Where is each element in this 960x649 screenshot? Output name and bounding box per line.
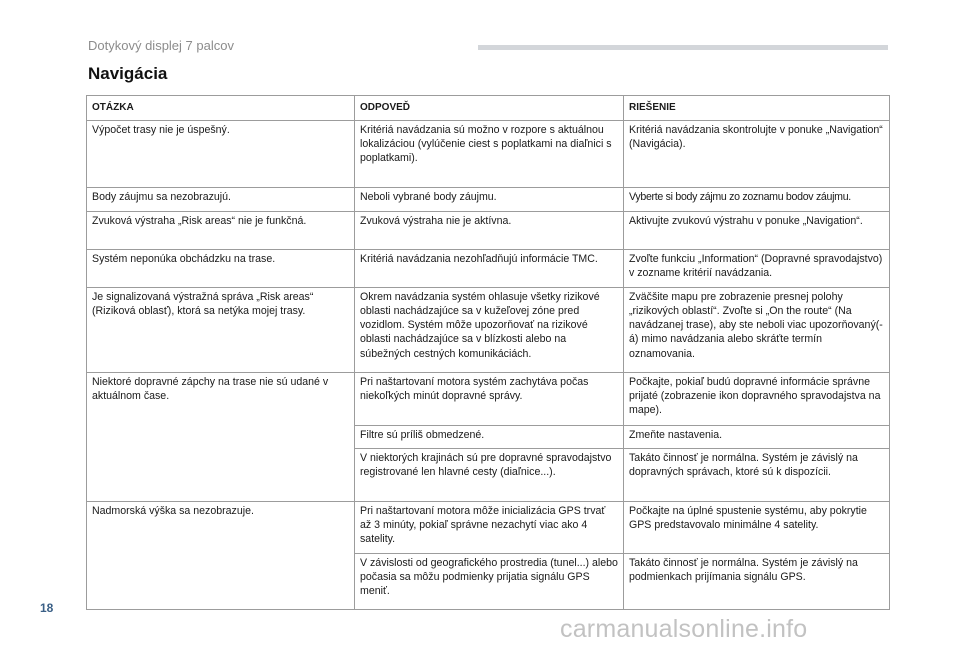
column-header-question: OTÁZKA [87, 96, 355, 121]
page-number: 18 [40, 601, 54, 615]
running-header: Dotykový displej 7 palcov [88, 38, 234, 53]
question-cell: Zvuková výstraha „Risk areas“ nie je funkčná. [87, 211, 355, 249]
answer-cell: Pri naštartovaní motora systém zachytáva počas niekoľkých minút dopravné správy. [355, 372, 624, 425]
question-cell: Je signalizovaná výstražná správa „Risk areas“ (Riziková oblasť), ktorá sa netýka mojej trasy. [87, 287, 355, 372]
solution-cell: Zmeňte nastavenia. [624, 425, 890, 448]
solution-cell: Zvoľte funkciu „Information“ (Dopravné spravodajstvo) v zozname kritérií navádzania. [624, 249, 890, 287]
solution-cell: Zväčšite mapu pre zobrazenie presnej polohy „rizikových oblastí“. Zvoľte si „On the route“ (Na navádzanej trase), aby ste neboli viac upozorňovaný(-á) mimo navádzania alebo skráťte termín oznamovania. [624, 287, 890, 372]
solution-cell: Počkajte na úplné spustenie systému, aby pokrytie GPS predstavovalo minimálne 4 satelity. [624, 501, 890, 553]
question-cell: Nadmorská výška sa nezobrazuje. [87, 501, 355, 609]
faq-table [86, 95, 890, 610]
answer-cell: Okrem navádzania systém ohlasuje všetky rizikové oblasti nachádzajúce sa v kužeľovej zóne pred vozidlom. Systém môže upozorňovať na rizikové oblasti nachádzajúce sa v blízkosti alebo na súbežných cestných komunikáciách. [355, 287, 624, 372]
question-cell: Systém neponúka obchádzku na trase. [87, 249, 355, 287]
column-header-answer: ODPOVEĎ [355, 96, 624, 121]
table-row [87, 501, 890, 553]
solution-cell: Počkajte, pokiaľ budú dopravné informácie správne prijaté (zobrazenie ikon dopravného spravodajstva na mape). [624, 372, 890, 425]
table-header-row [87, 96, 890, 121]
table-row [87, 187, 890, 211]
table-row [87, 249, 890, 287]
solution-cell: Takáto činnosť je normálna. Systém je závislý na dopravných správach, ktoré sú k dispozícii. [624, 448, 890, 501]
table-row [87, 211, 890, 249]
table-row [87, 287, 890, 372]
answer-cell: V závislosti od geografického prostredia (tunel...) alebo počasia sa môžu podmienky prijatia signálu GPS meniť. [355, 553, 624, 609]
answer-cell: Kritériá navádzania nezohľadňujú informácie TMC. [355, 249, 624, 287]
question-cell: Niektoré dopravné zápchy na trase nie sú udané v aktuálnom čase. [87, 372, 355, 501]
answer-cell: Zvuková výstraha nie je aktívna. [355, 211, 624, 249]
solution-cell: Takáto činnosť je normálna. Systém je závislý na podmienkach prijímania signálu GPS. [624, 553, 890, 609]
question-cell: Výpočet trasy nie je úspešný. [87, 120, 355, 187]
answer-cell: Pri naštartovaní motora môže inicializácia GPS trvať až 3 minúty, pokiaľ správne nezachytí viac ako 4 satelity. [355, 501, 624, 553]
header-bar [478, 45, 888, 50]
table-row [87, 120, 890, 187]
answer-cell: Filtre sú príliš obmedzené. [355, 425, 624, 448]
answer-cell: V niektorých krajinách sú pre dopravné spravodajstvo registrované len hlavné cesty (diaľnice...). [355, 448, 624, 501]
column-header-solution: RIEŠENIE [624, 96, 890, 121]
answer-cell: Kritériá navádzania sú možno v rozpore s aktuálnou lokalizáciou (vylúčenie ciest s poplatkami na diaľnici s poplatkami). [355, 120, 624, 187]
section-title: Navigácia [88, 64, 168, 83]
solution-cell: Kritériá navádzania skontrolujte v ponuke „Navigation“ (Navigácia). [624, 120, 890, 187]
watermark: carmanualsonline.info [560, 615, 808, 643]
solution-cell: Aktivujte zvukovú výstrahu v ponuke „Navigation“. [624, 211, 890, 249]
question-cell: Body záujmu sa nezobrazujú. [87, 187, 355, 211]
answer-cell: Neboli vybrané body záujmu. [355, 187, 624, 211]
table-row [87, 372, 890, 425]
solution-cell: Vyberte si body zájmu zo zoznamu bodov záujmu. [624, 187, 890, 211]
